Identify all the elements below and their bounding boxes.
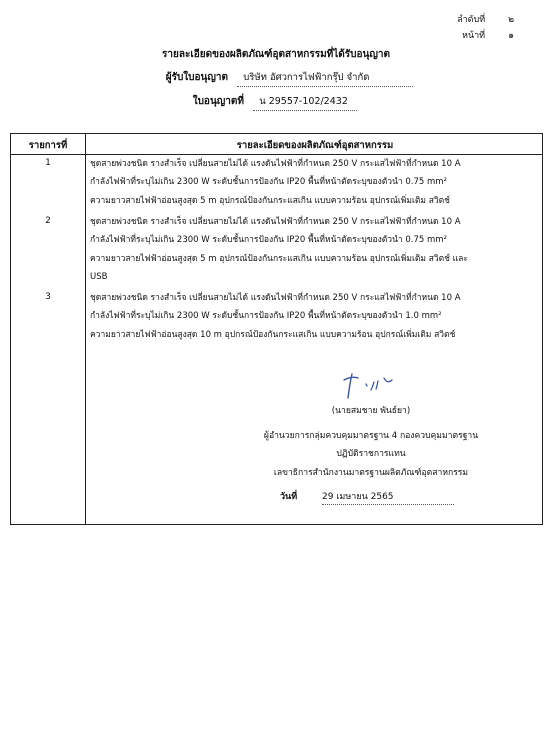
table-column-divider [85,134,86,524]
license-holder-value: บริษัท อัศวการไฟฟ้ากรุ๊ป จำกัด [237,70,413,87]
row-text-line: ความยาวสายไฟฟ้าอ่อนสูงสุด 10 m อุปกรณ์ป้องกันกระแสเกิน แบบความร้อน อุปกรณ์เพิ่มเติม สวิตช์ [90,329,456,340]
sequence-value: ๒ [508,15,514,25]
row-text-line: ชุดสายพ่วงชนิด รางสำเร็จ เปลี่ยนสายไม่ได้ แรงดันไฟฟ้าที่กำหนด 250 V กระแสไฟฟ้าที่กำหนด 10 A [90,293,461,303]
license-number-label: ใบอนุญาตที่ [192,96,244,107]
row-text-line: กำลังไฟฟ้าที่ระบุไม่เกิน 2300 W ระดับชั้นการป้องกัน IP20 พื้นที่หน้าตัดระบุของตัวนำ 0.75 mm² [90,235,447,246]
row-text-line: ความยาวสายไฟฟ้าอ่อนสูงสุด 5 m อุปกรณ์ป้องกันกระแสเกิน แบบความร้อน อุปกรณ์เพิ่มเติม สวิตช์ [90,195,450,206]
row-text-line: ความยาวสายไฟฟ้าอ่อนสูงสุด 5 m อุปกรณ์ป้องกันกระแสเกิน แบบความร้อน อุปกรณ์เพิ่มเติม สวิตช์ และ [90,253,468,264]
sequence-number [457,12,514,26]
document-title: รายละเอียดของผลิตภัณฑ์อุตสาหกรรมที่ได้รับอนุญาต [161,49,390,60]
row-number: 2 [45,216,51,226]
page-label: หน้าที่ [462,31,486,41]
date-label: วันที่ [280,492,298,502]
license-number-row [148,94,357,111]
row-number: 1 [45,158,51,168]
table-row [90,155,538,210]
date-value: 29 เมษายน 2565 [322,489,454,505]
signatory-title: เลขาธิการสำนักงานมาตรฐานผลิตภัณฑ์อุตสาหกรรม [273,468,469,478]
license-number-value: น 29557-102/2432 [253,94,357,111]
signature-stroke [344,374,358,398]
page-number [462,28,514,42]
acting-on-behalf: ปฏิบัติราชการแทน [336,449,406,459]
row-text-line: กำลังไฟฟ้าที่ระบุไม่เกิน 2300 W ระดับชั้นการป้องกัน IP20 พื้นที่หน้าตัดระบุของตัวนำ 1.0 mm² [90,311,442,322]
column-header-item: รายการที่ [28,140,68,151]
signatory-name: (นายสมชาย พันธ์ยา) [331,406,411,416]
issue-date-row [280,489,454,505]
handwritten-signature [340,368,410,404]
table-row [90,289,538,344]
row-text-line: กำลังไฟฟ้าที่ระบุไม่เกิน 2300 W ระดับชั้นการป้องกัน IP20 พื้นที่หน้าตัดระบุของตัวนำ 0.75 mm² [90,177,447,188]
row-text-line: ชุดสายพ่วงชนิด รางสำเร็จ เปลี่ยนสายไม่ได้ แรงดันไฟฟ้าที่กำหนด 250 V กระแสไฟฟ้าที่กำหนด 10 A [90,159,461,169]
license-holder-label: ผู้รับใบอนุญาต [165,72,228,83]
row-number: 3 [45,292,51,302]
license-holder-row [148,70,413,87]
signature-stroke [366,378,392,390]
column-header-detail: รายละเอียดของผลิตภัณฑ์อุตสาหกรรม [236,140,394,151]
signatory-position: ผู้อำนวยการกลุ่มควบคุมมาตรฐาน 4 กองควบคุมมาตรฐาน [263,431,479,441]
table-row [90,213,538,287]
row-text-line: ชุดสายพ่วงชนิด รางสำเร็จ เปลี่ยนสายไม่ได้ แรงดันไฟฟ้าที่กำหนด 250 V กระแสไฟฟ้าที่กำหนด 10 A [90,217,461,227]
sequence-label: ลำดับที่ [457,15,486,25]
row-text-line: USB [90,272,108,283]
page-value: ๑ [508,31,514,41]
